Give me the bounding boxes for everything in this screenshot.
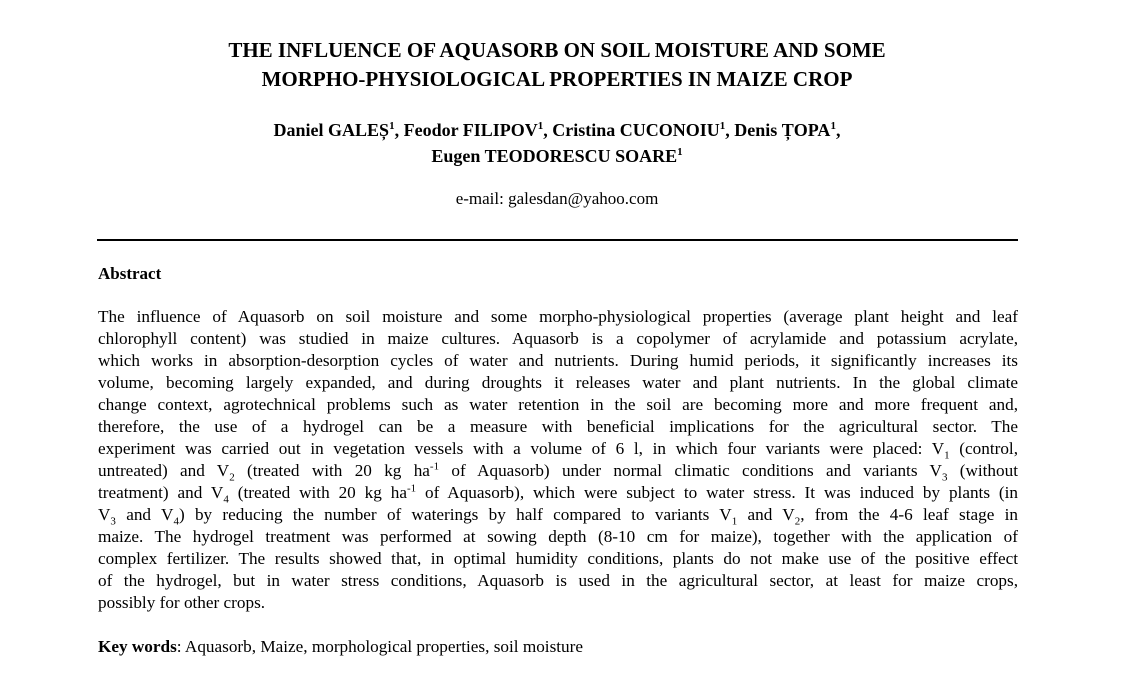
keywords-label: Key words [98,637,177,656]
abstract-line: which works in absorption-desorption cycles of water and nutrients. During humid periods, it significantly increases its [98,351,1018,370]
abstract-line: of the hydrogel, but in water stress conditions, Aquasorb is used in the agricultural sector, at least for maize crops, [98,571,1018,590]
abstract-line: maize. The hydrogel treatment was performed at sowing depth (8-10 cm for maize), together with the application of [98,527,1018,546]
contact-email: e-mail: galesdan@yahoo.com [455,189,659,208]
abstract-line: $V_3$ and $V_4$) by reducing the number of waterings by half compared to variants $V_1$ and $V_2$, from the 4-6 leaf stage in [98,505,1019,528]
abstract-line: change context, agrotechnical problems such as water retention in the soil are becoming more and more frequent and, [98,395,1018,414]
author-line-2 [96,143,1018,169]
author-list [96,117,1018,169]
author-affiliation: 1 [389,120,395,132]
author-line-1: Daniel GALEȘ$^1$, Feodor FILIPOV$^1$, Cristina CUCONOIU$^1$, Denis ȚOPA$^1$, [273,120,841,140]
abstract-line: experiment was carried out in vegetation vessels with a volume of 6 l, in which four variants were placed: $V_1$ (control, [98,439,1018,462]
author-name: Denis ȚOPA [734,120,831,140]
abstract-line: therefore, the use of a hydrogel can be a measure with beneficial implications for the agricultural sector. The [98,417,1018,436]
title-line-1: THE INFLUENCE OF AQUASORB ON SOIL MOISTURE AND SOME [228,38,886,62]
author-name: Eugen TEODORESCU SOARE [431,146,678,166]
abstract-line: untreated) and $V_2$ (treated with 20 kg $ha^{-1}$ of Aquasorb) under normal climatic conditions and variants $V_3$ (without [98,460,1018,484]
author-name: Cristina CUCONOIU [552,120,720,140]
author-affiliation: 1 [677,146,683,158]
author-affiliation: 1 [719,120,726,132]
abstract-line: possibly for other crops. [98,593,266,612]
keywords [98,635,583,659]
title-line-2: MORPHO-PHYSIOLOGICAL PROPERTIES IN MAIZE CROP [261,67,853,91]
author-affiliation: 1 [830,120,836,132]
paper-title [96,36,1018,94]
author-affiliation: 1 [537,120,544,132]
abstract-line: The influence of Aquasorb on soil moisture and some morpho-physiological properties (average plant height and leaf [98,307,1018,326]
header-divider [97,239,1018,241]
author-name: Daniel GALEȘ [273,120,390,140]
author-name: Feodor FILIPOV [403,120,538,140]
abstract-line: complex fertilizer. The results showed that, in optimal humidity conditions, plants do not make use of the positive effect [98,549,1018,568]
abstract-line: volume, becoming largely expanded, and during droughts it releases water and plant nutrients. In the global climate [98,373,1018,392]
abstract-line: chlorophyll content) was studied in maize cultures. Aquasorb is a copolymer of acrylamide and potassium acrylate, [98,329,1018,348]
abstract-body [98,306,1018,614]
keywords-text: : Aquasorb, Maize, morphological properties, soil moisture [176,637,583,656]
abstract-heading: Abstract [98,264,162,283]
abstract-line: treatment) and $V_4$ (treated with 20 kg $ha^{-1}$ of Aquasorb), which were subject to water stress. It was induced by plants (in [98,482,1018,506]
